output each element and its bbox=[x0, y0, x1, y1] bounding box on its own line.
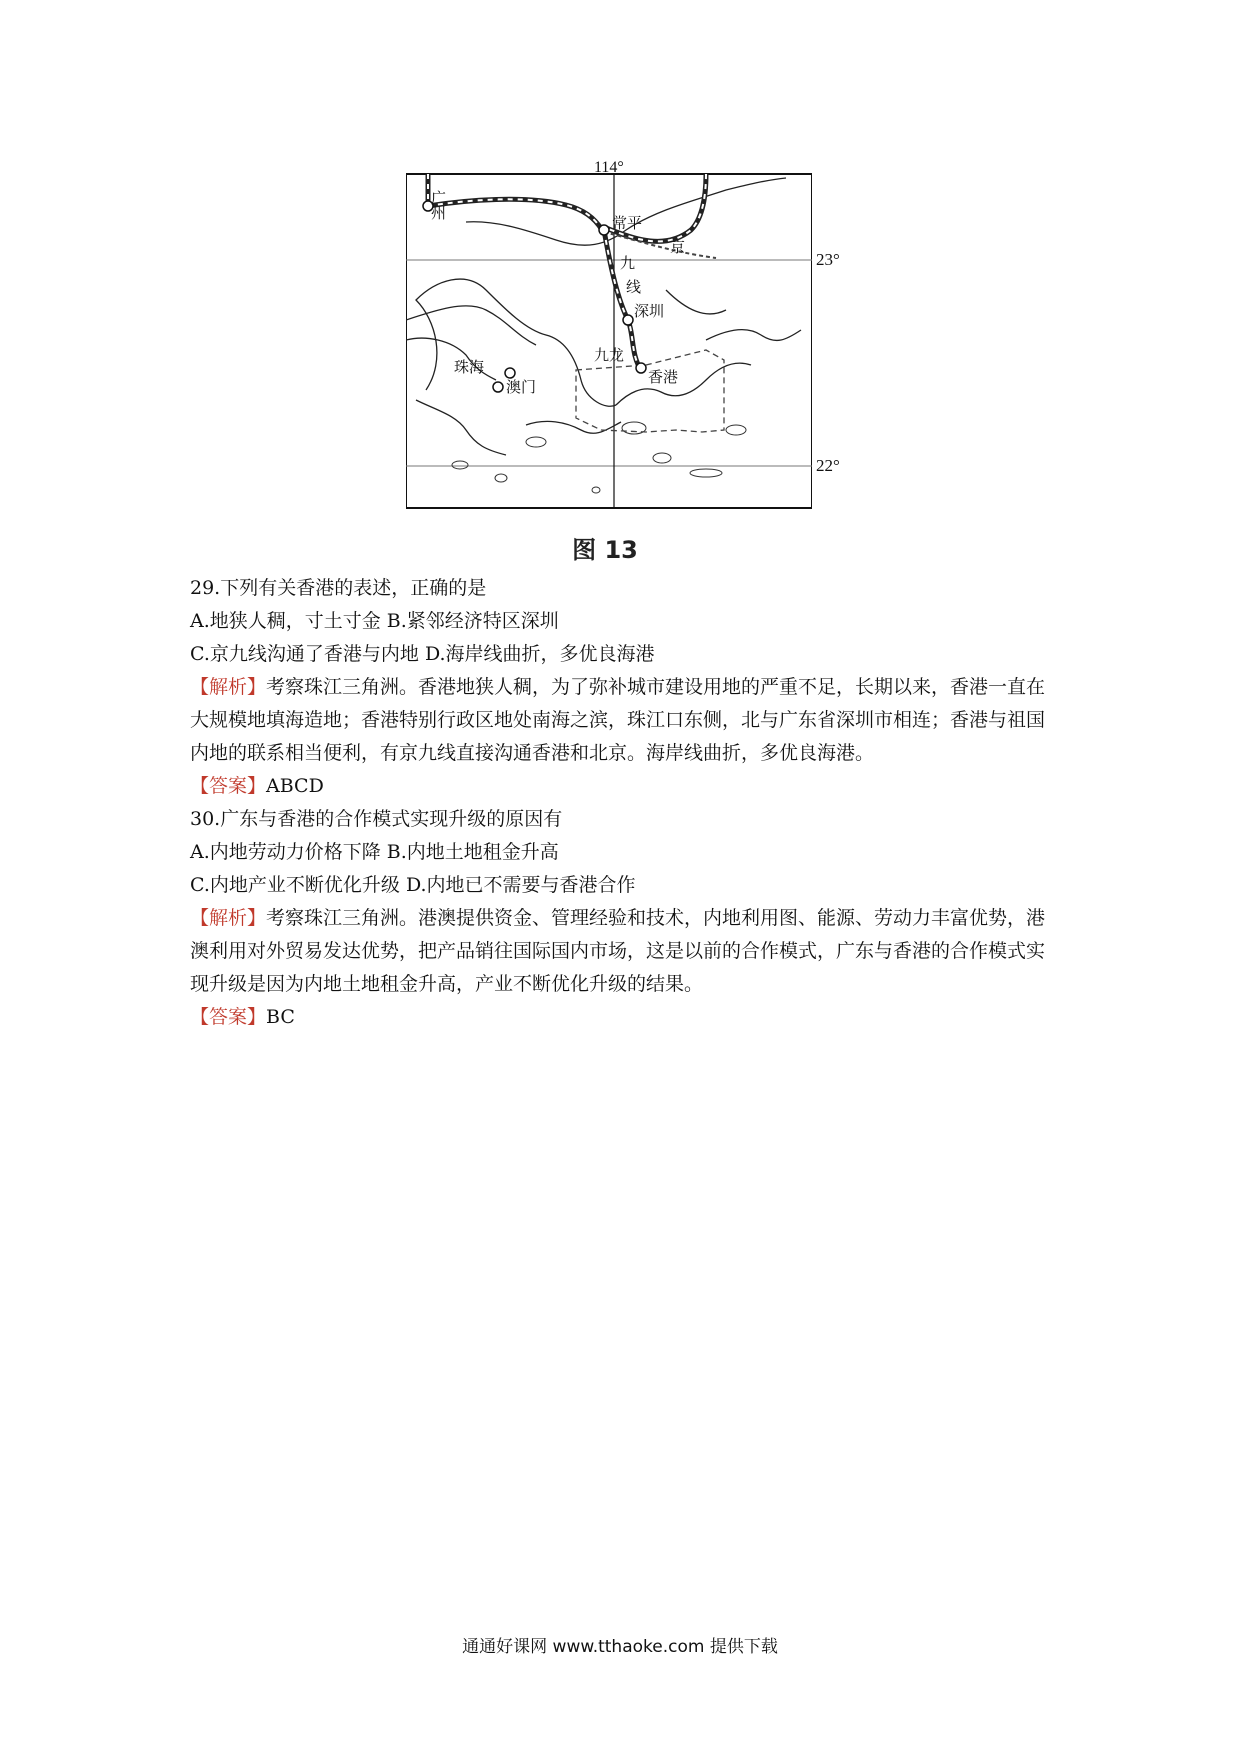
analysis-label: 【解析】 bbox=[190, 676, 267, 698]
q30-options-2: C.内地产业不断优化升级 D.内地已不需要与香港合作 bbox=[190, 874, 636, 896]
label-jing: 京 bbox=[670, 238, 686, 256]
label-zhuhai: 珠海 bbox=[454, 358, 485, 376]
q30-stem: 30.广东与香港的合作模式实现升级的原因有 bbox=[190, 808, 563, 830]
map-top-label: 114° bbox=[594, 160, 624, 176]
q29-analysis-text: 考察珠江三角洲。香港地狭人稠，为了弥补城市建设用地的严重不足，长期以来，香港一直在大规模地填海造地；香港特别行政区地处南海之滨，珠江口东侧，北与广东省深圳市相连；香港与祖国内地的联系相当便利，有京九线直接沟通香港和北京。海岸线曲折，多优良海港。 bbox=[190, 676, 1046, 764]
map-figure bbox=[406, 160, 812, 512]
label-guangzhou: 广州 bbox=[429, 190, 447, 220]
analysis-label: 【解析】 bbox=[190, 907, 267, 929]
marker-zhuhai bbox=[505, 368, 515, 378]
label-changping: 常平 bbox=[612, 214, 643, 232]
q30-options-1: A.内地劳动力价格下降 B.内地土地租金升高 bbox=[190, 841, 559, 863]
answer-label: 【答案】 bbox=[190, 1006, 267, 1028]
q29-options-2: C.京九线沟通了香港与内地 D.海岸线曲折，多优良海港 bbox=[190, 643, 655, 665]
label-aomen: 澳门 bbox=[506, 378, 537, 396]
answer-label: 【答案】 bbox=[190, 775, 267, 797]
q30-answer bbox=[190, 1001, 1060, 1034]
q29-answer-text: ABCD bbox=[266, 775, 324, 797]
figure-caption: 图 13 bbox=[572, 536, 638, 564]
q30-analysis bbox=[190, 902, 1060, 1001]
label-xian: 线 bbox=[626, 278, 642, 296]
q30-analysis-text: 考察珠江三角洲。港澳提供资金、管理经验和技术，内地利用图、能源、劳动力丰富优势，港澳利用对外贸易发达优势，把产品销往国际国内市场，这是以前的合作模式，广东与香港的合作模式实现升级是因为内地土地租金升高，产业不断优化升级的结果。 bbox=[190, 907, 1046, 995]
marker-jiulong bbox=[636, 363, 646, 373]
q29-analysis bbox=[190, 671, 1060, 770]
map-frame bbox=[406, 174, 812, 508]
marker-aomen bbox=[493, 382, 503, 392]
page-footer: 通通好课网 www.tthaoke.com 提供下载 bbox=[462, 1637, 778, 1657]
marker-shenzhen bbox=[623, 315, 633, 325]
label-jiulong: 九龙 bbox=[594, 346, 625, 364]
question-content bbox=[190, 572, 1060, 1034]
label-shenzhen: 深圳 bbox=[634, 302, 665, 320]
q30-answer-text: BC bbox=[266, 1006, 295, 1028]
lat-label-lower: 22° bbox=[816, 456, 840, 475]
q29-stem: 29.下列有关香港的表述，正确的是 bbox=[190, 577, 487, 599]
label-xianggang: 香港 bbox=[648, 368, 679, 386]
q29-answer bbox=[190, 770, 1060, 803]
q29-options-1: A.地狭人稠，寸土寸金 B.紧邻经济特区深圳 bbox=[190, 610, 559, 632]
lat-label-upper: 23° bbox=[816, 250, 840, 269]
marker-changping bbox=[599, 225, 609, 235]
label-jiu: 九 bbox=[620, 254, 636, 272]
